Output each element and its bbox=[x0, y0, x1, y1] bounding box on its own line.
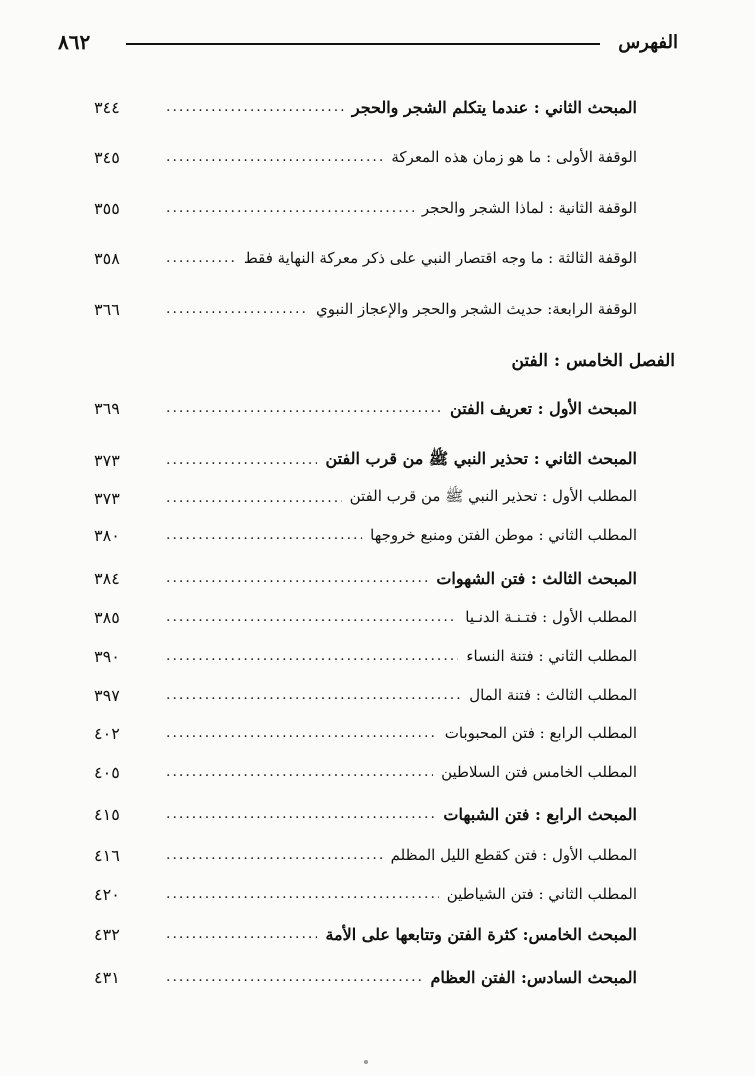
toc-entry-label: المبحث الخامس: كثرة الفتن وتتابعها على الأمة bbox=[325, 924, 637, 944]
leader-dots bbox=[166, 452, 317, 468]
bottom-mark bbox=[364, 1060, 368, 1064]
toc-entry bbox=[92, 483, 637, 513]
toc-entry-page: ٣٩٧ bbox=[94, 685, 120, 705]
toc-entry-page: ٣٦٩ bbox=[94, 398, 120, 418]
toc-entry bbox=[92, 602, 637, 632]
toc-entry-label: المطلب الثاني : فتنة النساء bbox=[466, 647, 637, 665]
toc-entry bbox=[92, 840, 637, 870]
toc-entry-page: ٣٧٣ bbox=[94, 488, 120, 508]
leader-dots bbox=[166, 648, 458, 664]
toc-entry bbox=[92, 142, 637, 172]
toc-entry-page: ٣٧٣ bbox=[94, 450, 120, 470]
toc-entry bbox=[92, 799, 637, 829]
leader-dots bbox=[166, 400, 442, 416]
toc-entry-label: المطلب الأول : تحذير النبي ﷺ من قرب الفتن bbox=[349, 487, 637, 505]
toc-entry-page: ٣٨٠ bbox=[94, 525, 120, 545]
toc-entry bbox=[92, 680, 637, 710]
leader-dots bbox=[166, 847, 383, 863]
toc-entry-page: ٣٥٨ bbox=[94, 248, 120, 268]
toc-entry-page: ٤٢٠ bbox=[94, 884, 120, 904]
toc-entry-label: المبحث السادس: الفتن العظام bbox=[430, 967, 637, 987]
toc-entry-label: المطلب الخامس فتن السلاطين bbox=[441, 763, 637, 781]
leader-dots bbox=[166, 764, 433, 780]
toc-entry bbox=[92, 641, 637, 671]
leader-dots bbox=[166, 926, 317, 942]
toc-entry bbox=[92, 294, 637, 324]
toc-entry-label: الوقفة الثالثة : ما وجه اقتصار النبي على ذكر معركة النهاية فقط bbox=[243, 249, 637, 267]
leader-dots bbox=[166, 527, 362, 543]
toc-entry bbox=[92, 962, 637, 992]
toc-entry-page: ٣٤٥ bbox=[94, 147, 120, 167]
toc-entry-page: ٣٨٥ bbox=[94, 607, 120, 627]
toc-entry bbox=[92, 193, 637, 223]
leader-dots bbox=[166, 886, 439, 902]
toc-entry-label: المبحث الثاني : تحذير النبي ﷺ من قرب الفتن bbox=[325, 448, 637, 468]
toc-entry-page: ٣٥٥ bbox=[94, 198, 120, 218]
toc-entry-label: المطلب الرابع : فتن المحبوبات bbox=[444, 724, 637, 742]
leader-dots bbox=[166, 969, 422, 985]
leader-dots bbox=[166, 806, 435, 822]
toc-entry bbox=[92, 563, 637, 593]
toc-entry bbox=[92, 520, 637, 550]
toc-entry-page: ٤٠٥ bbox=[94, 762, 120, 782]
toc-entry-page: ٣٩٠ bbox=[94, 646, 120, 666]
toc-entry-label: المطلب الثاني : موطن الفتن ومنبع خروجها bbox=[370, 526, 637, 544]
toc-entry-page: ٣٨٤ bbox=[94, 568, 120, 588]
toc-entry bbox=[92, 445, 637, 475]
toc-entry-label: الوقفة الثانية : لماذا الشجر والحجر bbox=[421, 199, 637, 217]
toc-entry-label: المبحث الثالث : فتن الشهوات bbox=[436, 568, 637, 588]
toc-entry-page: ٤٣٢ bbox=[94, 924, 120, 944]
toc-entry-page: ٤٣١ bbox=[94, 967, 120, 987]
toc-entry-page: ٤٠٢ bbox=[94, 723, 120, 743]
leader-dots bbox=[166, 200, 414, 216]
toc-entry-label: المطلب الأول : فتن كقطع الليل المظلم bbox=[390, 846, 637, 864]
toc-entry bbox=[92, 919, 637, 949]
toc-entry-page: ٤١٥ bbox=[94, 804, 120, 824]
toc-entry bbox=[92, 393, 637, 423]
toc-entry-label: المبحث الثاني : عندما يتكلم الشجر والحجر bbox=[351, 97, 637, 117]
toc-entry-page: ٣٦٦ bbox=[94, 299, 120, 319]
toc-entry bbox=[92, 718, 637, 748]
toc-entry-page: ٤١٦ bbox=[94, 845, 120, 865]
toc-entry bbox=[92, 243, 637, 273]
leader-dots bbox=[166, 301, 308, 317]
header-title: الفهرس bbox=[618, 32, 678, 53]
toc-entry-page: ٣٤٤ bbox=[94, 97, 120, 117]
toc-entry-label: المطلب الثالث : فتنة المال bbox=[469, 686, 637, 704]
leader-dots bbox=[166, 570, 428, 586]
toc-entry-label: المبحث الأول : تعريف الفتن bbox=[450, 398, 637, 418]
leader-dots bbox=[166, 490, 342, 506]
leader-dots bbox=[166, 609, 457, 625]
toc-entry-label: المطلب الأول : فتـنـة الدنـيا bbox=[465, 608, 637, 626]
toc-entry-label: المطلب الثاني : فتن الشياطين bbox=[446, 885, 637, 903]
leader-dots bbox=[166, 99, 344, 115]
leader-dots bbox=[166, 250, 236, 266]
chapter-heading: الفصل الخامس : الفتن bbox=[511, 351, 675, 371]
toc-entry-label: المبحث الرابع : فتن الشبهات bbox=[443, 804, 637, 824]
leader-dots bbox=[166, 687, 461, 703]
toc-entry bbox=[92, 879, 637, 909]
toc-entry-label: الوقفة الأولى : ما هو زمان هذه المعركة bbox=[391, 148, 637, 166]
header-page-number: ٨٦٢ bbox=[58, 30, 91, 54]
toc-entry bbox=[92, 92, 637, 122]
toc-entry bbox=[92, 757, 637, 787]
leader-dots bbox=[166, 149, 383, 165]
leader-dots bbox=[166, 725, 437, 741]
toc-entry-label: الوقفة الرابعة: حديث الشجر والحجر والإعجاز النبوي bbox=[315, 300, 637, 318]
